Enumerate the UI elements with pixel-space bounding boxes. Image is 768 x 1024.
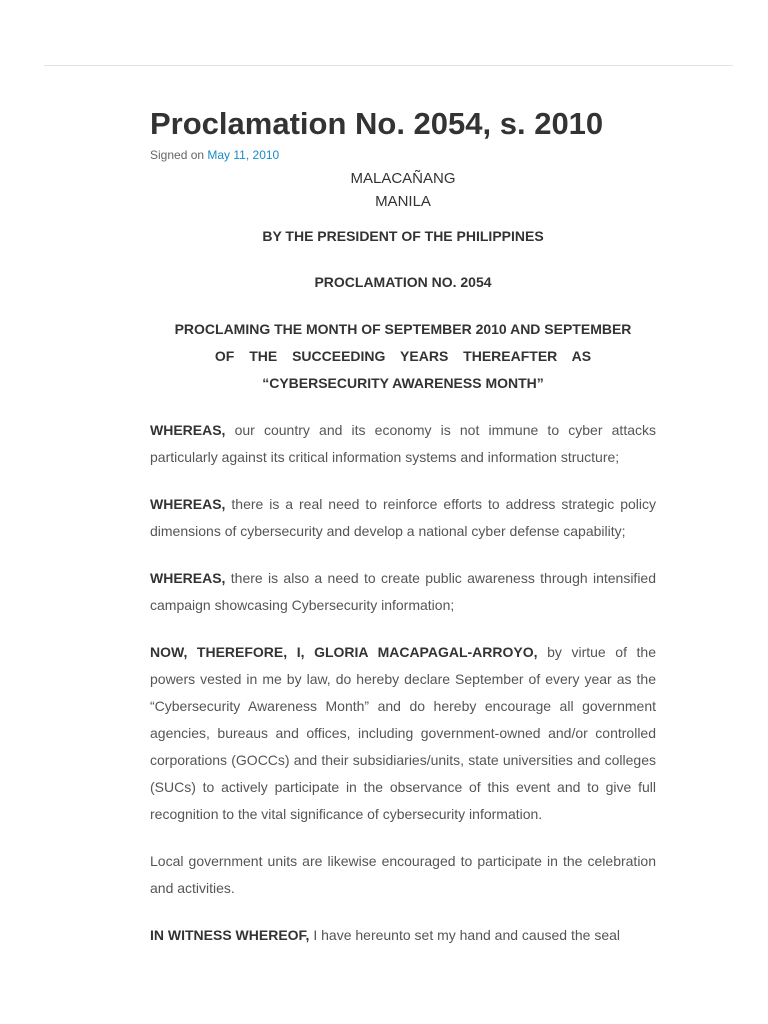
lgu-paragraph — [150, 848, 656, 902]
page-title: Proclamation No. 2054, s. 2010 — [150, 106, 604, 141]
paragraph-text: I have hereunto set my hand and caused the seal — [309, 927, 620, 943]
office-line-manila: MANILA — [375, 193, 431, 210]
proclamation-number: PROCLAMATION NO. 2054 — [314, 274, 492, 290]
witness-paragraph — [150, 922, 656, 949]
paragraph-lead: WHEREAS, — [150, 570, 226, 586]
proclamation-title-line-1: PROCLAMING THE MONTH OF SEPTEMBER 2010 AND SEPTEMBER — [174, 321, 632, 337]
whereas-paragraph-3 — [150, 565, 656, 619]
paragraph-lead: IN WITNESS WHEREOF, — [150, 927, 310, 943]
top-divider — [44, 65, 733, 66]
signed-prefix: Signed on — [150, 148, 205, 162]
whereas-paragraph-2 — [150, 491, 656, 545]
proclamation-article — [150, 104, 656, 949]
declaration-paragraph — [150, 639, 656, 828]
paragraph-lead: NOW, THEREFORE, I, GLORIA MACAPAGAL-ARROYO, — [150, 644, 538, 660]
paragraph-text: by virtue of the powers vested in me by law, do hereby declare September of every year as the “Cybersecurity Awareness Month” and do hereby encourage all government agencies, bureaus and offices, including government-owned and/or controlled corporations (GOCCs) and their subsidiaries/units, state universities and colleges (SUCs) to actively participate in the observance of this event and to give full recognition to the vital significance of cybersecurity information. — [150, 644, 656, 822]
issuing-office — [150, 167, 656, 213]
paragraph-text: Local government units are likewise encouraged to participate in the celebration and activities. — [150, 853, 656, 896]
byline: BY THE PRESIDENT OF THE PHILIPPINES — [262, 228, 544, 244]
paragraph-text: there is a real need to reinforce efforts to address strategic policy dimensions of cybersecurity and develop a national cyber defense capability; — [150, 496, 656, 539]
paragraph-lead: WHEREAS, — [150, 496, 226, 512]
proclamation-title-line-3: “CYBERSECURITY AWARENESS MONTH” — [262, 375, 544, 391]
paragraph-text: there is also a need to create public awareness through intensified campaign showcasing Cybersecurity information; — [150, 570, 656, 613]
whereas-paragraph-1 — [150, 417, 656, 471]
signed-date-link[interactable]: May 11, 2010 — [207, 148, 280, 162]
office-line-malacanang: MALACAÑANG — [350, 170, 456, 187]
proclamation-title — [150, 316, 656, 397]
paragraph-lead: WHEREAS, — [150, 422, 226, 438]
proclamation-title-line-2: OF THE SUCCEEDING YEARS THEREAFTER AS — [214, 348, 592, 364]
signed-line — [150, 148, 656, 163]
paragraph-text: our country and its economy is not immune to cyber attacks particularly against its critical information systems and information structure; — [150, 422, 656, 465]
